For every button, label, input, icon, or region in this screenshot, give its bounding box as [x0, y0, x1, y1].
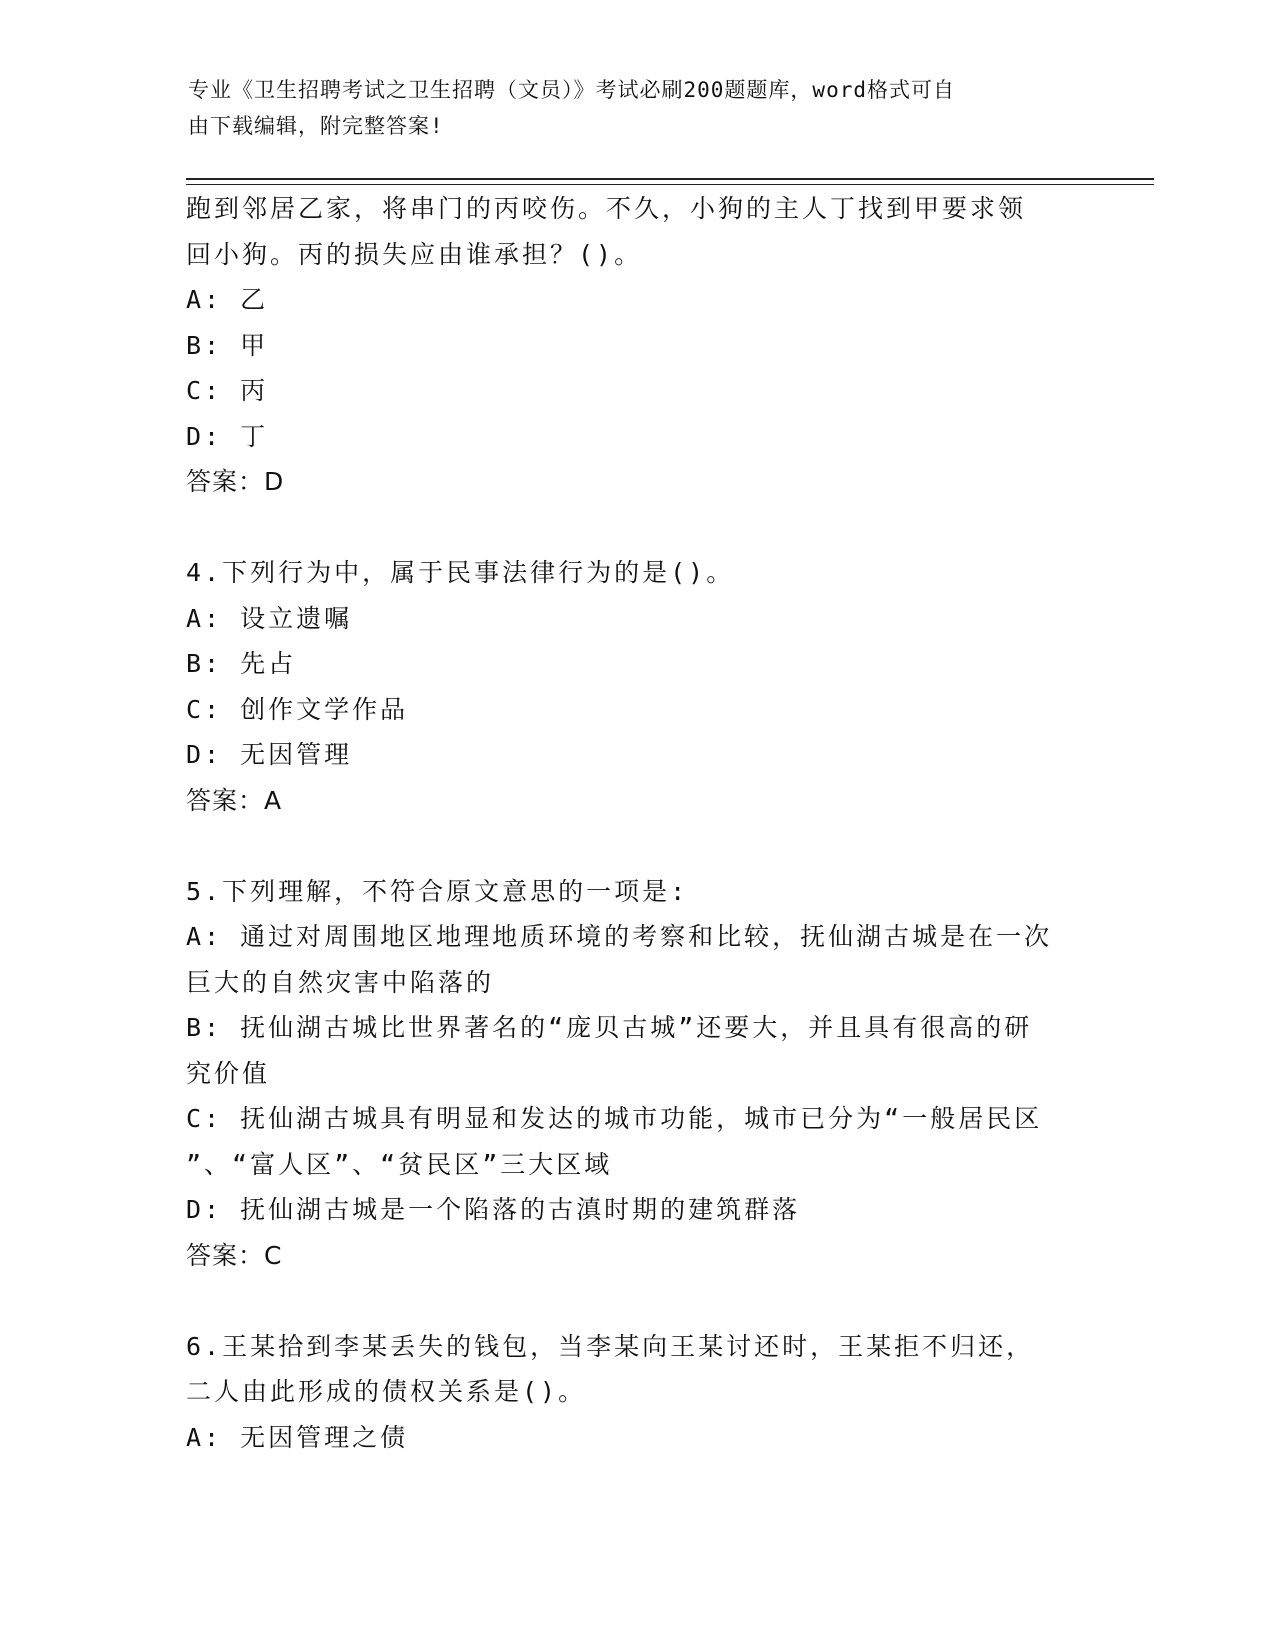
question-list: [186, 186, 1086, 1460]
header-rule-thick: [186, 178, 1154, 180]
option-b: B: 甲: [186, 330, 269, 360]
header-line-2: 由下载编辑，附完整答案!: [188, 114, 444, 138]
option-a: A: 通过对周围地区地理地质环境的考察和比较，抚仙湖古城是在一次: [186, 922, 1053, 951]
option-a: A: 设立遗嘱: [186, 603, 353, 633]
question-stem: 回小狗。丙的损失应由谁承担？()。: [186, 239, 643, 269]
option-c: C: 丙: [186, 376, 269, 405]
option-c-continued: ”、“富人区”、“贫民区”三大区域: [186, 1149, 613, 1179]
header-line-1: 专业《卫生招聘考试之卫生招聘（文员）》考试必刷200题题库，word格式可自: [188, 78, 955, 102]
option-d: D: 抚仙湖古城是一个陷落的古滇时期的建筑群落: [186, 1195, 801, 1224]
option-c: C: 抚仙湖古城具有明显和发达的城市功能，城市已分为“一般居民区: [186, 1104, 1043, 1133]
option-b: B: 先占: [186, 649, 297, 678]
spacer: [186, 1278, 1086, 1324]
spacer: [186, 823, 1086, 869]
option-a-continued: 巨大的自然灾害中陷落的: [186, 967, 495, 997]
answer-line: 答案：C: [186, 1240, 283, 1270]
question-block: [186, 1324, 1086, 1461]
option-d: D: 无因管理: [186, 740, 353, 769]
question-stem: 二人由此形成的债权关系是()。: [186, 1377, 587, 1406]
header-rule-thin: [186, 184, 1154, 185]
option-d: D: 丁: [186, 421, 269, 451]
question-block: [186, 186, 1086, 505]
question-stem: 4.下列行为中，属于民事法律行为的是()。: [186, 558, 735, 587]
option-b-continued: 究价值: [186, 1058, 271, 1088]
question-stem: 跑到邻居乙家，将串门的丙咬伤。不久，小狗的主人丁找到甲要求领: [186, 194, 1027, 223]
option-c: C: 创作文学作品: [186, 694, 409, 724]
answer-line: 答案：A: [186, 785, 283, 815]
question-stem: 5.下列理解，不符合原文意思的一项是:: [186, 876, 689, 906]
question-stem: 6.王某拾到李某丢失的钱包，当李某向王某讨还时，王某拒不归还，: [186, 1331, 1035, 1361]
option-a: A: 无因管理之债: [186, 1422, 409, 1452]
option-a: A: 乙: [186, 285, 269, 314]
question-block: [186, 550, 1086, 823]
spacer: [186, 505, 1086, 551]
option-b: B: 抚仙湖古城比世界著名的“庞贝古城”还要大，并且具有很高的研: [186, 1013, 1033, 1042]
question-block: [186, 869, 1086, 1279]
answer-line: 答案：D: [186, 467, 285, 496]
document-header: [188, 72, 1068, 144]
